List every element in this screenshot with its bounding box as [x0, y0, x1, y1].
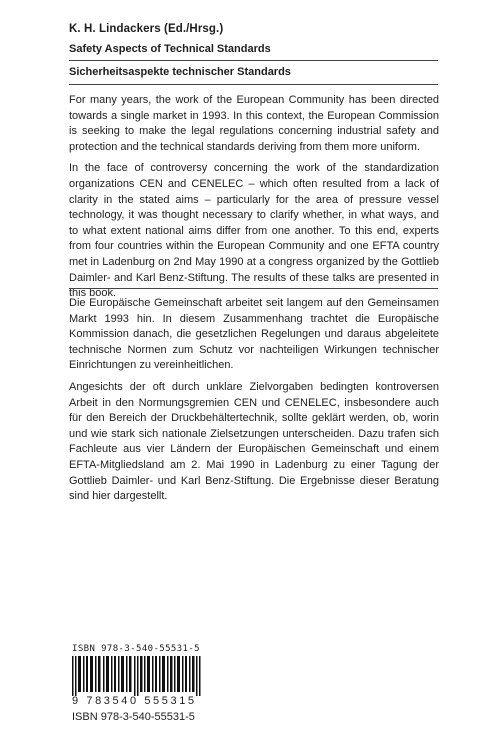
title-german: Sicherheitsaspekte technischer Standards [69, 66, 291, 78]
isbn-bottom-label: ISBN 978-3-540-55531-5 [72, 711, 195, 723]
barcode-digits: 9 783540 555315 [72, 695, 197, 707]
german-paragraph-1: Die Europäische Gemeinschaft arbeitet seit langem auf den Gemeinsamen Markt 1993 hin. In diesem Zusammenhang trachtet die Europäische Kommission danach, die gesetzlichen Regelungen und daraus abgeleitete technische Normen zum Schutz vor nachteiligen Wirkungen technischer Einrichtungen zu vereinheitlichen. [69, 297, 439, 372]
english-paragraph-2: In the face of controversy concerning the work of the standardization organizations CEN and CENELEC – which often resulted from a lack of clarity in the stated aims – particularly for the area of pressure vessel technology, it was thought necessary to clarify whether, in what ways, and to what extent national aims differ from one another. To this end, experts from four countries within the European Community and one EFTA country met in Ladenburg on 2nd May 1990 at a congress organized by the Gottlieb Daimler- and Karl Benz-Stiftung. The results of these talks are presented in this book. [69, 162, 439, 300]
editor-line: K. H. Lindackers (Ed./Hrsg.) [69, 23, 224, 35]
title-english: Safety Aspects of Technical Standards [69, 43, 271, 55]
language-divider [69, 288, 438, 289]
isbn-top-label: ISBN 978-3-540-55531-5 [72, 644, 201, 654]
german-paragraph-2: Angesichts der oft durch unklare Zielvorgaben bedingten kontroversen Arbeit in den Normungsgremien CEN und CENELEC, insbesondere auch für den Bereich der Druckbehältertechnik, sollte geklärt werden, ob, worin und wie stark sich nationale Zielsetzungen unterscheiden. Dazu trafen sich Fachleute aus vier Ländern der Europäischen Gemeinschaft und einem EFTA-Mitgliedsland am 2. Mai 1990 in Ladenburg zu einer Tagung der Gottlieb Daimler- und Karl Benz-Stiftung. Die Ergebnisse dieser Beratung sind hier dargestellt. [69, 380, 439, 503]
barcode-image [72, 656, 202, 696]
english-blurb [69, 93, 439, 308]
header-divider [69, 84, 438, 85]
english-paragraph-1: For many years, the work of the European Community has been directed towards a single market in 1993. In this context, the European Commission is seeking to make the legal regulations concerning industrial safety and protection and the technical standards deriving from them more uniform. [69, 94, 439, 153]
german-blurb [69, 296, 439, 511]
title-divider [69, 60, 438, 61]
